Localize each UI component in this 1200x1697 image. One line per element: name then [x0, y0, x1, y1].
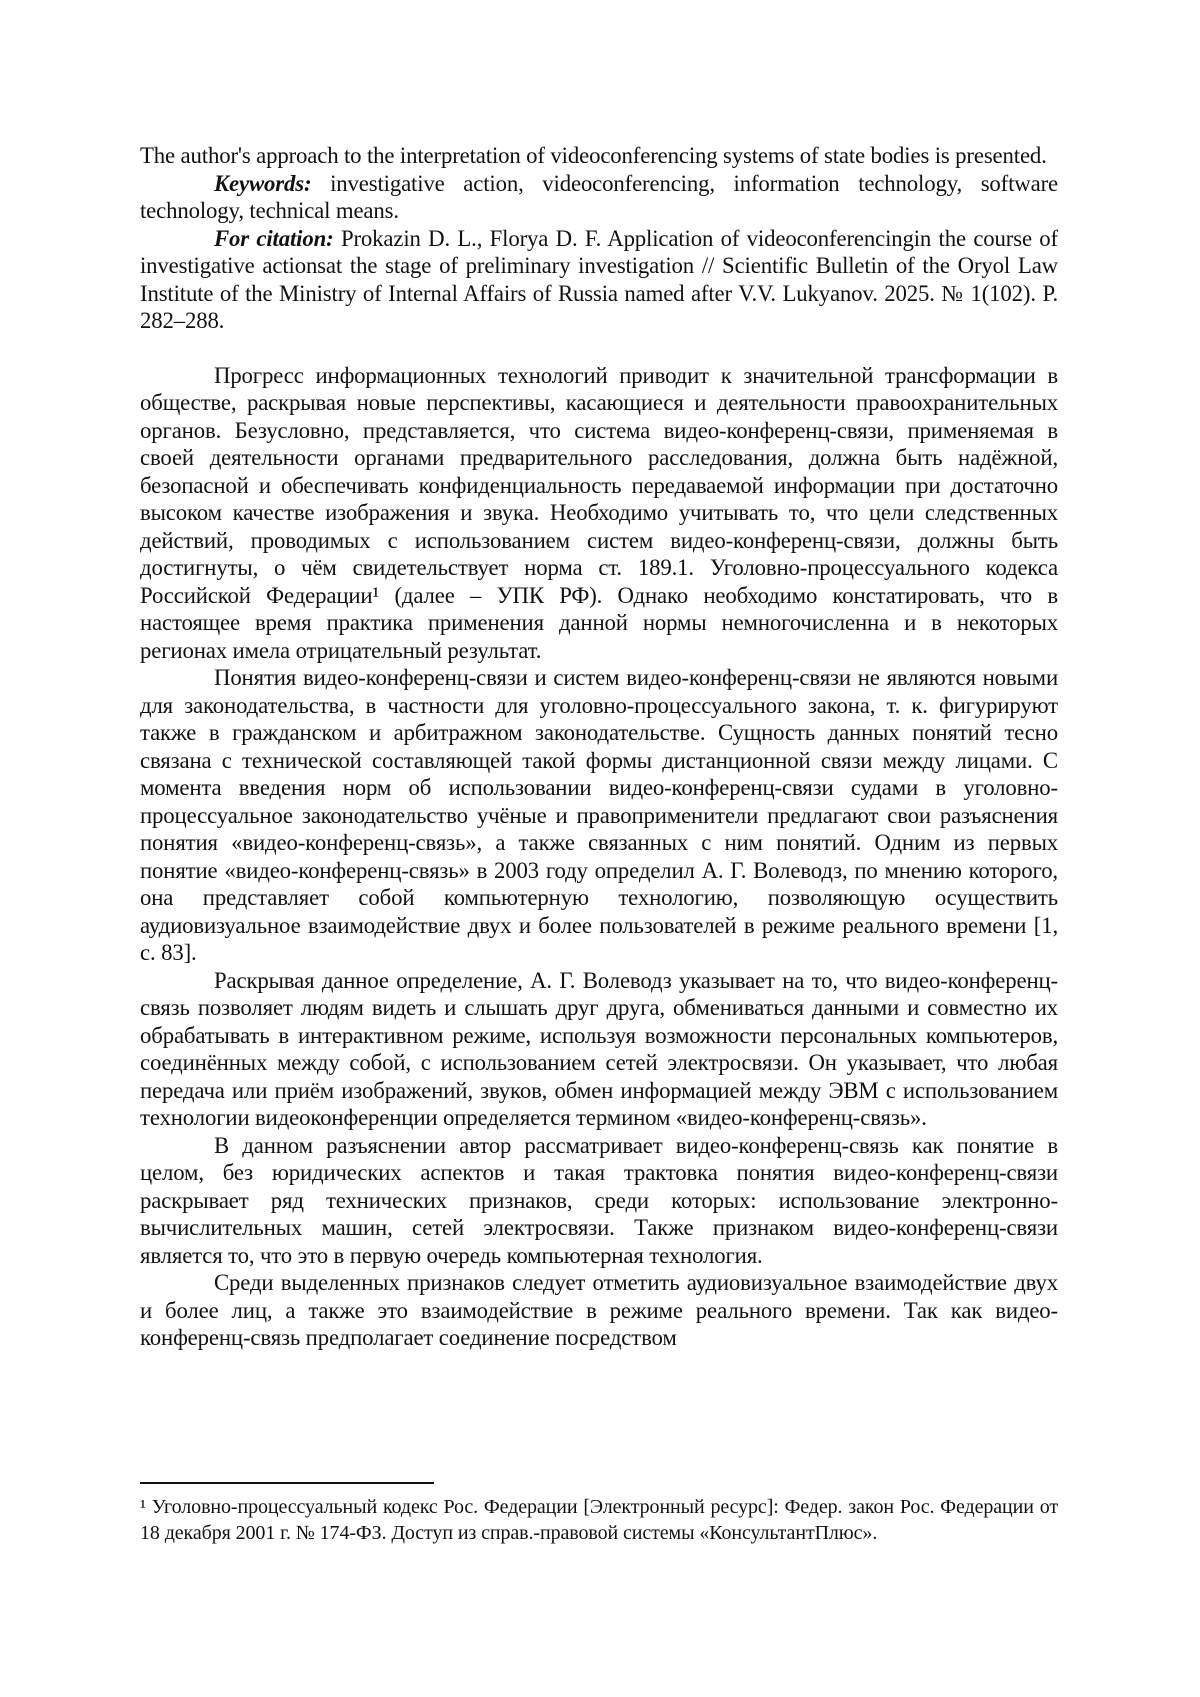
abstract-paragraph: The author's approach to the interpretation of videoconferencing systems of state bodies is presented.: [140, 143, 1047, 168]
body-paragraph-1: Прогресс информационных технологий приводит к значительной трансформации в обществе, раскрывая новые перспективы, касающиеся и деятельности правоохранительных органов. Безусловно, представляется, что система видео-конференц-связи, применяемая в своей деятельности органами предварительного расследования, должна быть надёжной, безопасной и обеспечивать конфиденциальность передаваемой информации при достаточно высоком качестве изображения и звука. Необходимо учитывать то, что цели следственных действий, проводимых с использованием систем видео-конференц-связи, должны быть достигнуты, о чём свидетельствует норма ст. 189.1. Уголовно-процессуального кодекса Российской Федерации¹ (далее – УПК РФ). Однако необходимо констатировать, что в настоящее время практика применения данной нормы немногочисленна и в некоторых регионах имела отрицательный результат.: [140, 362, 1058, 663]
body-paragraph-3: Раскрывая данное определение, А. Г. Волеводз указывает на то, что видео-конференц-связь позволяет людям видеть и слышать друг друга, обмениваться данными и совместно их обрабатывать в интерактивном режиме, используя возможности персональных компьютеров, соединённых между собой, с использованием сетей электросвязи. Он указывает, что любая передача или приём изображений, звуков, обмен информацией между ЭВМ с использованием технологии видеоконференции определяется термином «видео-конференц-связь».: [140, 967, 1058, 1130]
body-paragraph-2: Понятия видео-конференц-связи и систем видео-конференц-связи не являются новыми для законодательства, в частности для уголовно-процессуального закона, т. к. фигурируют также в гражданском и арбитражном законодательстве. Сущность данных понятий тесно связана с технической составляющей такой формы дистанционной связи между лицами. С момента введения норм об использовании видео-конференц-связи судами в уголовно-процессуальное законодательство учёные и правоприменители предлагают свои разъяснения понятия «видео-конференц-связь», а также связанных с ним понятий. Одним из первых понятие «видео-конференц-связь» в 2003 году определил А. Г. Волеводз, по мнению которого, она представляет собой компьютерную технологию, позволяющую осуществить аудиовизуальное взаимодействие двух и более пользователей в режиме реального времени [1, с. 83].: [140, 665, 1058, 965]
page-content: [140, 142, 1058, 1352]
body-paragraph-5: Среди выделенных признаков следует отметить аудиовизуальное взаимодействие двух и более лиц, а также это взаимодействие в режиме реального времени. Так как видео-конференц-связь предполагает соединение посредством: [140, 1270, 1058, 1350]
footnote-text: ¹ Уголовно-процессуальный кодекс Рос. Федерации [Электронный ресурс]: Федер. закон Рос. Федерации от 18 декабря 2001 г. № 174-ФЗ. Доступ из справ.-правовой системы «КонсультантПлюс».: [140, 1496, 1058, 1544]
keywords-label: Keywords:: [214, 170, 312, 196]
footnote-area: [140, 1482, 1058, 1546]
citation-label: For citation:: [214, 225, 334, 251]
body-paragraph-4: В данном разъяснении автор рассматривает видео-конференц-связь как понятие в целом, без юридических аспектов и такая трактовка понятия видео-конференц-связи раскрывает ряд технических признаков, среди которых: использование электронно-вычислительных машин, сетей электросвязи. Также признаком видео-конференц-связи является то, что это в первую очередь компьютерная технология.: [140, 1132, 1058, 1268]
footnote-separator: [140, 1482, 434, 1484]
block-gap: [140, 335, 1058, 362]
keywords-paragraph: [140, 170, 1058, 225]
citation-paragraph: [140, 225, 1058, 335]
citation-text: Prokazin D. L., Florya D. F. Application of videoconferencingin the course of investigative actionsat the stage of preliminary investigation // Scientific Bulletin of the Oryol Law Institute of the Ministry of Internal Affairs of Russia named after V.V. Lukyanov. 2025. № 1(102). P. 282–288.: [140, 225, 1058, 333]
keywords-text: investigative action, videoconferencing, information technology, software technology, technical means.: [140, 170, 1058, 223]
